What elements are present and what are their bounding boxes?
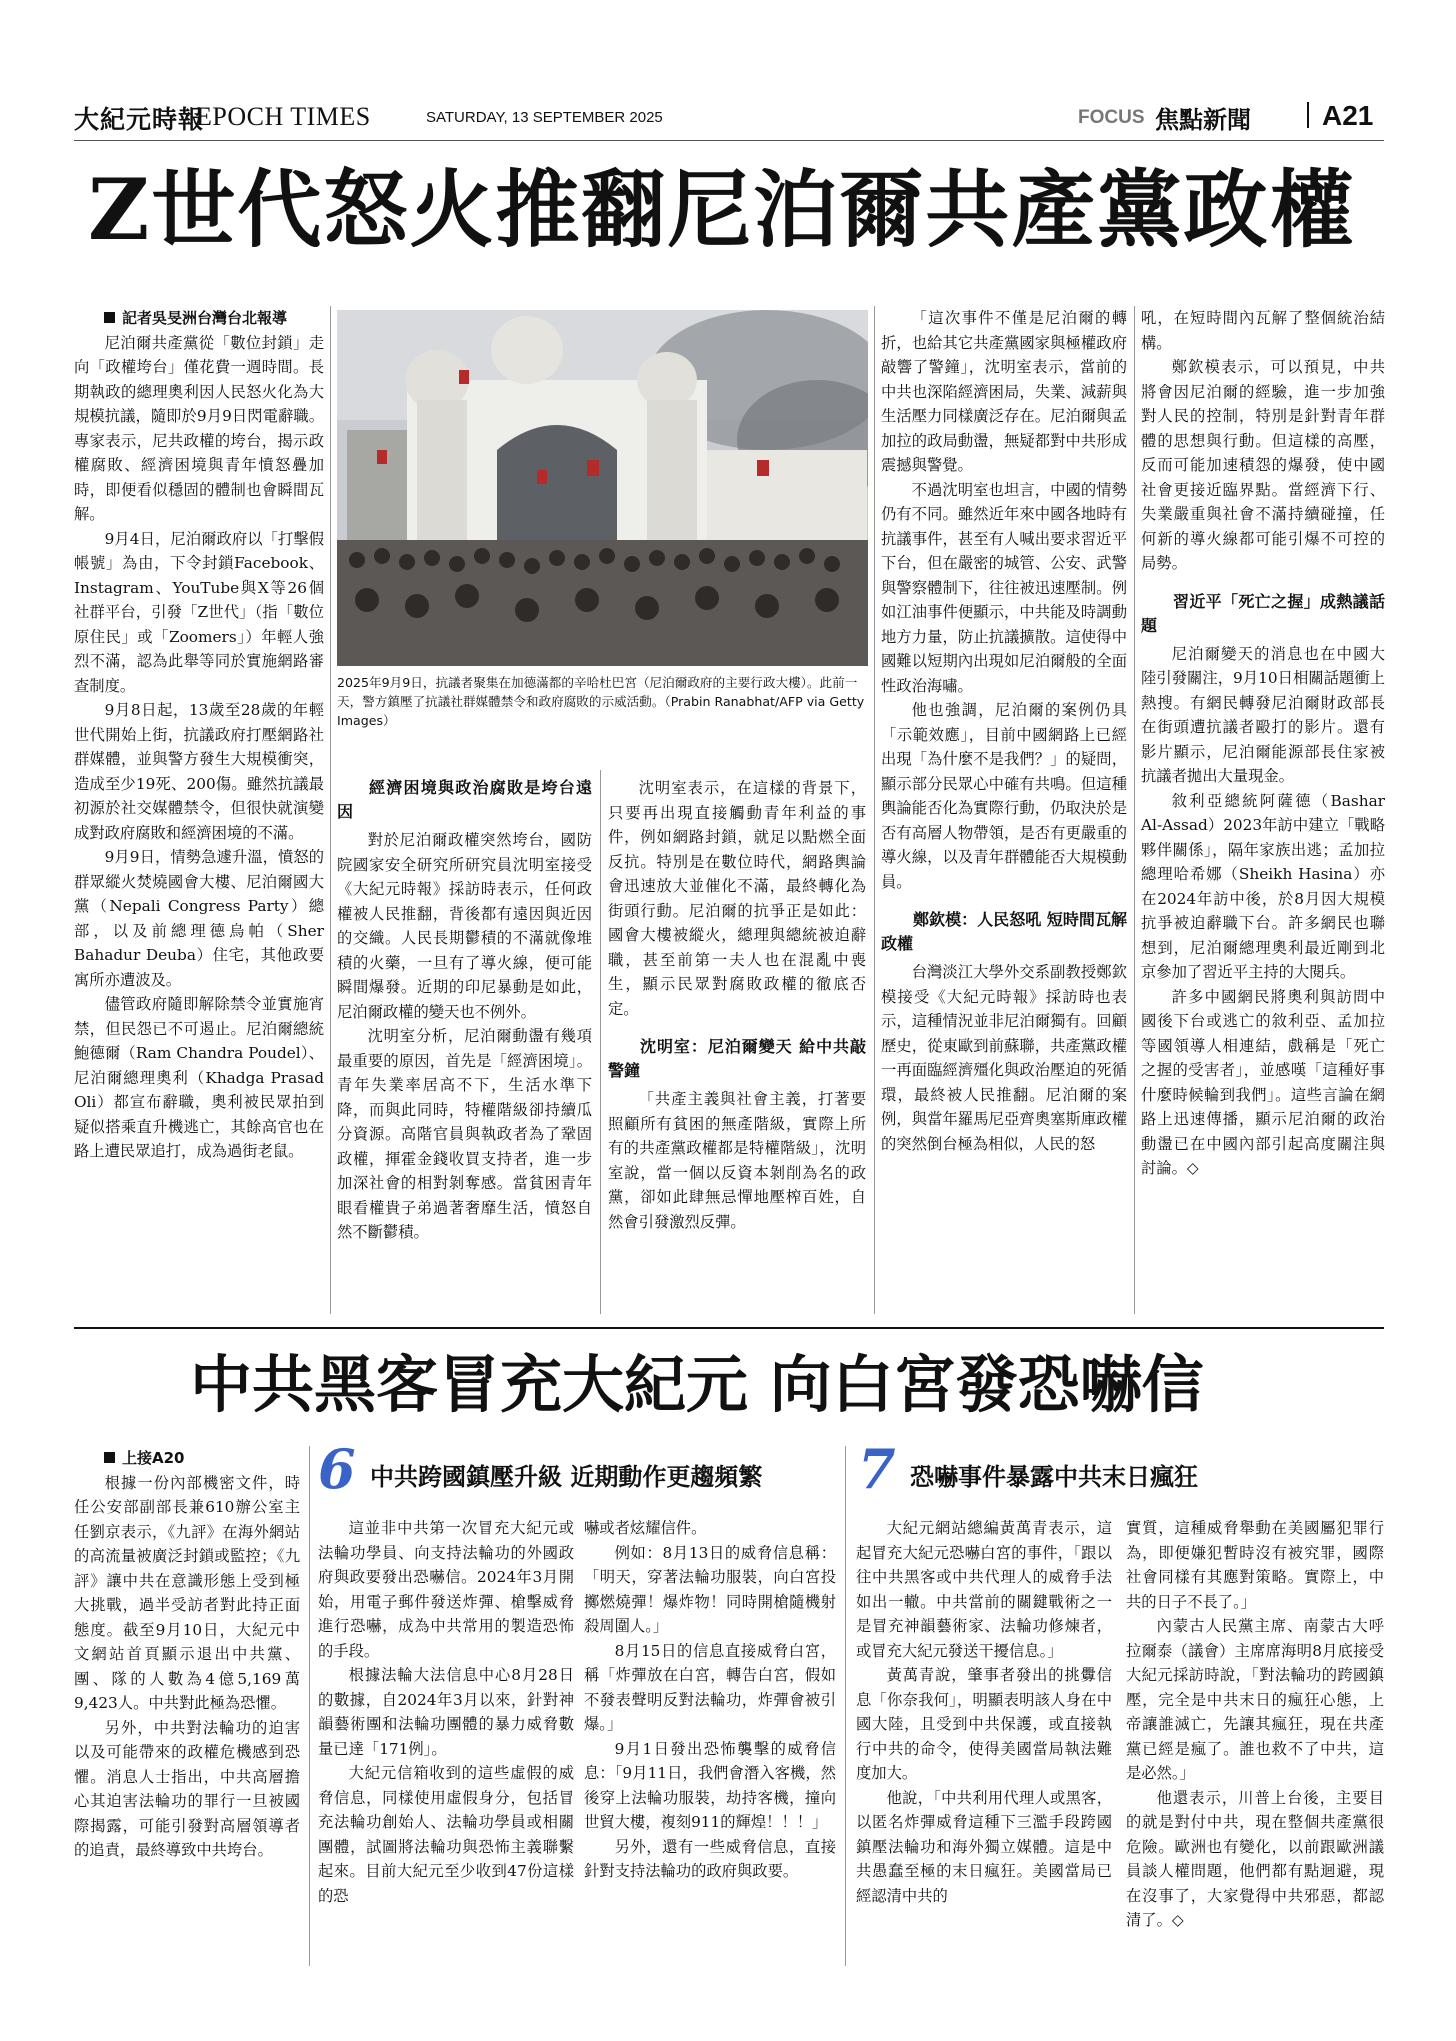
protest-photo [337,310,868,666]
article1-column-1 [74,306,324,1164]
article1-column-5 [1141,306,1385,1181]
paragraph: 黃萬青說，肇事者發出的挑釁信息「你奈我何」，明顯表明該人身在中國大陸，且受到中共保護，或直接執行中共的命令，使得美國當局執法難度加大。 [856,1666,1112,1782]
paragraph: 尼泊爾共產黨從「數位封鎖」走向「政權垮台」僅花費一週時間。長期執政的總理奧利因人民怒火化為大規模抗議，隨即於9月9日閃電辭職。專家表示，尼共政權的垮台，揭示政權腐敗、經濟困境與青年憤怒疊加時，即便看似穩固的體制也會瞬間瓦解。 [74,333,324,523]
paragraph: 台灣淡江大學外交系副教授鄭欽模接受《大紀元時報》採訪時也表示，這種情況並非尼泊爾獨有。回顧歷史，從東歐到前蘇聯，共產黨政權一再面臨經濟殭化與政治壓迫的死循環，最終被人民推翻。尼泊爾的案例，與當年羅馬尼亞齊奧塞斯庫政權的突然倒台極為相似，人民的怒 [881,963,1127,1153]
paragraph: 許多中國網民將奧利與訪問中國後下台或逃亡的敘利亞、孟加拉等國領導人相連結，戲稱是「死亡之握的受害者」，並感嘆「這種好事什麼時候輪到我們」。這些言論在網路上迅速傳播，顯示尼泊爾的政治動盪已在中國內部引起高度關注與討論。◇ [1141,987,1385,1177]
section-6-column-2 [584,1516,836,1884]
column-divider [874,306,875,1314]
paragraph: 8月15日的信息直接威脅白宮，稱「炸彈放在白宮，轉告白宮，假如不發表聲明反對法輪功，炸彈會被引爆。」 [584,1641,836,1733]
section-6-number: 6 [318,1437,356,1501]
page-number: A21 [1322,100,1374,131]
paragraph: 嚇或者炫耀信件。 [584,1519,707,1537]
paragraph: 沈明室表示，在這樣的背景下，只要再出現直接觸動青年利益的事件，例如網路封鎖，就足以點燃全面反抗。特別是在數位時代，網路輿論會迅速放大並催化不滿，最終轉化為街頭行動。尼泊爾的抗爭正是如此：國會大樓被縱火，總理與總統被迫辭職，甚至前第一夫人也在混亂中喪生，顯示民眾對腐敗政權的徹底否定。 [608,779,866,1018]
paragraph: 他說，「中共利用代理人或黑客，以匿名炸彈威脅這種下三濫手段跨國鎮壓法輪功和海外獨立媒體。這是中共愚蠢至極的末日瘋狂。美國當局已經認清中共的 [856,1788,1112,1905]
section-7-number: 7 [858,1437,896,1501]
section-name: 焦點新聞 [1155,106,1251,134]
paragraph: 不過沈明室也坦言，中國的情勢仍有不同。雖然近年來中國各地時有抗議事件，甚至有人喊出要求習近平下台，但在嚴密的城管、公安、武警與警察體制下，往往被迅速壓制。例如江油事件便顯示，中共能及時調動地方力量，防止抗議擴散。這使得中國難以短期內出現如尼泊爾般的全面性政治海嘯。 [881,480,1127,695]
header-rule [74,140,1384,141]
section-7-column-1 [856,1516,1112,1908]
bullet-square-icon [104,1452,115,1463]
article2-headline: 中共黑客冒充大紀元 向白宮發恐嚇信 [190,1348,1204,1421]
protest-photo-illustration [337,310,868,666]
section-7-title: 恐嚇事件暴露中共末日瘋狂 [910,1463,1198,1491]
issue-date: SATURDAY, 13 SEPTEMBER 2025 [426,109,663,126]
paragraph: 「這次事件不僅是尼泊爾的轉折，也給其它共產黨國家與極權政府敲響了警鐘」，沈明室表示，當前的中共也深陷經濟困局，失業、減薪與生活壓力同樣廣泛存在。尼泊爾與孟加拉的政局動盪，無疑都對中共形成震撼與警覺。 [881,309,1127,474]
masthead [74,100,1384,134]
paragraph: 他也強調，尼泊爾的案例仍具「示範效應」，目前中國網路上已經出現「為什麼不是我們？」的疑問，顯示部分民眾心中確有共鳴。但這種輿論能否化為實際行動，仍取決於是否有高層人物帶領，是否有更嚴重的導火線，以及青年群體能否大規模動員。 [881,701,1127,891]
section-6-column-1 [318,1516,574,1908]
column-divider [309,1446,310,1966]
paragraph: 儘管政府隨即解除禁令並實施宵禁，但民怨已不可遏止。尼泊爾總統鮑德爾（Ram Chandra Poudel）、尼泊爾總理奧利（Khadga Prasad Oli）都宣布辭職，奧利被民眾拍到疑似搭乘直升機逃亡，其餘高官也在路上遭民眾追打，成為過街老鼠。 [74,995,324,1160]
paragraph: 另外，還有一些威脅信息，直接針對支持法輪功的政府與政要。 [584,1837,836,1880]
paragraph: 內蒙古人民黨主席、南蒙古大呼拉爾泰（議會）主席席海明8月底接受大紀元採訪時說，「對法輪功的跨國鎮壓，完全是中共末日的瘋狂心態，上帝讓誰滅亡，先讓其瘋狂，現在共產黨已經是瘋了。誰也救不了中共，這是必然。」 [1126,1617,1384,1782]
continued-from: 上接A20 [74,1446,300,1471]
focus-label: FOCUS [1078,107,1145,128]
logo-english: EPOCH TIMES [196,102,371,131]
paragraph: 鄭欽模表示，可以預見，中共將會因尼泊爾的經驗，進一步加強對人民的控制，特別是針對青年群體的思想與行動。但這樣的高壓，反而可能加速積怨的爆發，使中國社會更接近臨界點。當經濟下行、失業嚴重與社會不滿持續碰撞，任何新的導火線都可能引爆不可控的局勢。 [1141,358,1385,572]
subhead-death-grip: 習近平「死亡之握」成熱議話題 [1141,591,1385,635]
paragraph: 9月8日起，13歲至28歲的年輕世代開始上街，抗議政府打壓網路社群媒體，並與警方發生大規模衝突，造成至少19死、200傷。雖然抗議最初源於社交媒體禁令，但很快就演變成對政府腐敗和經濟困境的不滿。 [74,701,324,842]
subhead-zheng: 鄭欽模：人民怒吼 短時間瓦解政權 [881,910,1127,953]
paragraph: 實質，這種威脅舉動在美國屬犯罪行為，即便嫌犯暫時沒有被究罪，國際社會同樣有其應對策略。實際上，中共的日子不長了。」 [1126,1519,1384,1611]
paragraph: 9月1日發出恐怖襲擊的威脅信息：「9月11日，我們會潛入客機，然後穿上法輪功服裝，劫持客機，撞向世貿大樓，複刻911的輝煌！！！」 [584,1739,836,1831]
bullet-square-icon [104,312,115,323]
article1-headline: Z世代怒火推翻尼泊爾共產黨政權 [88,160,1356,259]
article1-column-2 [337,768,592,1245]
article2-column-1 [74,1446,300,1863]
paragraph: 大紀元信箱收到的這些虛假的威脅信息，同樣使用虛假身分，包括冒充法輪功創始人、法輪功學員或相關團體，試圖將法輪功與恐怖主義聯繫起來。目前大紀元至少收到47份這樣的恐 [318,1764,574,1905]
paragraph: 他還表示，川普上台後，主要目的就是對付中共，現在整個共產黨很危險。歐洲也有變化，以前跟歐洲議員談人權問題，他們都有點迴避，現在沒事了，大家覺得中共邪惡，都認清了。◇ [1126,1788,1384,1929]
column-divider [600,770,601,1314]
section-7-column-2 [1126,1516,1384,1933]
paragraph: 這並非中共第一次冒充大紀元或法輪功學員、向支持法輪功的外國政府與政要發出恐嚇信。2024年3月開始，用電子郵件發送炸彈、槍擊威脅進行恐嚇，成為中共常用的製造恐怖的手段。 [318,1519,574,1660]
paragraph: 對於尼泊爾政權突然垮台，國防院國家安全研究所研究員沈明室接受《大紀元時報》採訪時表示，任何政權被人民推翻，背後都有遠因與近因的交織。人民長期鬱積的不滿就像堆積的火藥，一旦有了導火線，便可能瞬間爆發。近期的印尼暴動是如此，尼泊爾政權的變天也不例外。 [337,831,592,1021]
paragraph: 例如：8月13日的威脅信息稱：「明天，穿著法輪功服裝，向白宮投擲燃燒彈！爆炸物！同時開槍隨機射殺周圍人。」 [584,1543,836,1635]
article-separator [74,1327,1384,1329]
paragraph: 9月4日，尼泊爾政府以「打擊假帳號」為由，下令封鎖Facebook、Instagram、YouTube與X等26個社群平台，引發「Z世代」（指「數位原住民」或「Zoomers」）年輕人強烈不滿，認為此舉等同於實施網路審查制度。 [74,529,324,695]
paragraph: 大紀元網站總編黃萬青表示，這起冒充大紀元恐嚇白宮的事件，「跟以往中共黑客或中共代理人的威脅手法如出一轍。中共當前的關鍵戰術之一是冒充神韻藝術家、法輪功修煉者，或冒充大紀元發送干擾信息。」 [856,1519,1112,1660]
paragraph: 尼泊爾變天的消息也在中國大陸引發關注，9月10日相關話題衝上熱搜。有網民轉發尼泊爾財政部長在街頭遭抗議者毆打的影片。還有影片顯示，尼泊爾能源部長住家被抗議者拋出大量現金。 [1141,644,1385,785]
article1-column-4 [881,306,1127,1156]
paragraph: 9月9日，情勢急遽升溫，憤怒的群眾縱火焚燒國會大樓、尼泊爾國大黨（Nepali Congress Party）總部，以及前總理德烏帕（Sher Bahadur Deuba）住宅，其他政要寓所亦遭波及。 [74,848,324,989]
photo-caption: 2025年9月9日，抗議者聚集在加德滿都的辛哈杜巴宮（尼泊爾政府的主要行政大樓）。此前一天，警方鎮壓了抗議社群媒體禁令和政府腐敗的示威活動。（Prabin Ranabhat/AFP via Getty Images） [337,675,865,728]
logo-chinese: 大紀元時報 [74,105,205,134]
byline: 記者吳旻洲台灣台北報導 [74,306,324,331]
paragraph: 「共產主義與社會主義，打著要照顧所有貧困的無產階級，實際上所有的共產黨政權都是特權階級」，沈明室說，當一個以反資本剝削為名的政黨，卻如此肆無忌憚地壓榨百姓，自然會引發激烈反彈。 [608,1090,866,1231]
paragraph: 吼，在短時間內瓦解了整個統治結構。 [1141,309,1385,352]
column-divider [845,1446,846,1966]
section-6-title: 中共跨國鎮壓升級 近期動作更趨頻繁 [370,1463,763,1491]
subhead-shen: 沈明室：尼泊爾變天 給中共敲警鐘 [608,1037,866,1080]
column-divider [330,306,331,1314]
header-divider [1307,102,1309,128]
paragraph: 根據法輪大法信息中心8月28日的數據，自2024年3月以來，針對神韻藝術團和法輪功團體的暴力威脅數量已達「171例」。 [318,1666,574,1758]
paragraph: 另外，中共對法輪功的迫害以及可能帶來的政權危機感到恐懼。消息人士指出，中共高層擔心其迫害法輪功的罪行一旦被國際揭露，可能引發對高層領導者的追責，最終導致中共垮台。 [74,1718,300,1859]
column-divider [1134,306,1135,1314]
paragraph: 根據一份內部機密文件，時任公安部副部長兼610辦公室主任劉京表示，《九評》在海外網站的高流量被廣泛封鎖或監控；《九評》讓中共在意識形態上受到極大挑戰，過半受訪者對此持正面態度。截至9月10日，大紀元中文網站首頁顯示退出中共黨、團、隊的人數為4億5,169萬9,423人。中共對此極為恐懼。 [74,1473,300,1712]
subhead-economic: 經濟困境與政治腐敗是垮台遠因 [337,778,592,821]
article1-column-3 [608,776,866,1234]
paragraph: 敘利亞總統阿薩德（Bashar Al-Assad）2023年訪中建立「戰略夥伴關係」，隔年家族出逃；孟加拉總理哈希娜（Sheikh Hasina）亦在2024年訪中後，於8月因大規模抗爭被迫辭職下台。許多網民也聯想到，尼泊爾總理奧利最近剛到北京參加了習近平主持的大閱兵。 [1141,791,1385,981]
paragraph: 沈明室分析，尼泊爾動盪有幾項最重要的原因，首先是「經濟困境」。青年失業率居高不下，生活水準下降，而與此同時，特權階級卻持續瓜分資源。高階官員與執政者為了鞏固政權，揮霍金錢收買支持者，進一步加深社會的相對剝奪感。當貧困青年眼看權貴子弟過著奢靡生活，憤怒自然不斷鬱積。 [337,1027,592,1241]
